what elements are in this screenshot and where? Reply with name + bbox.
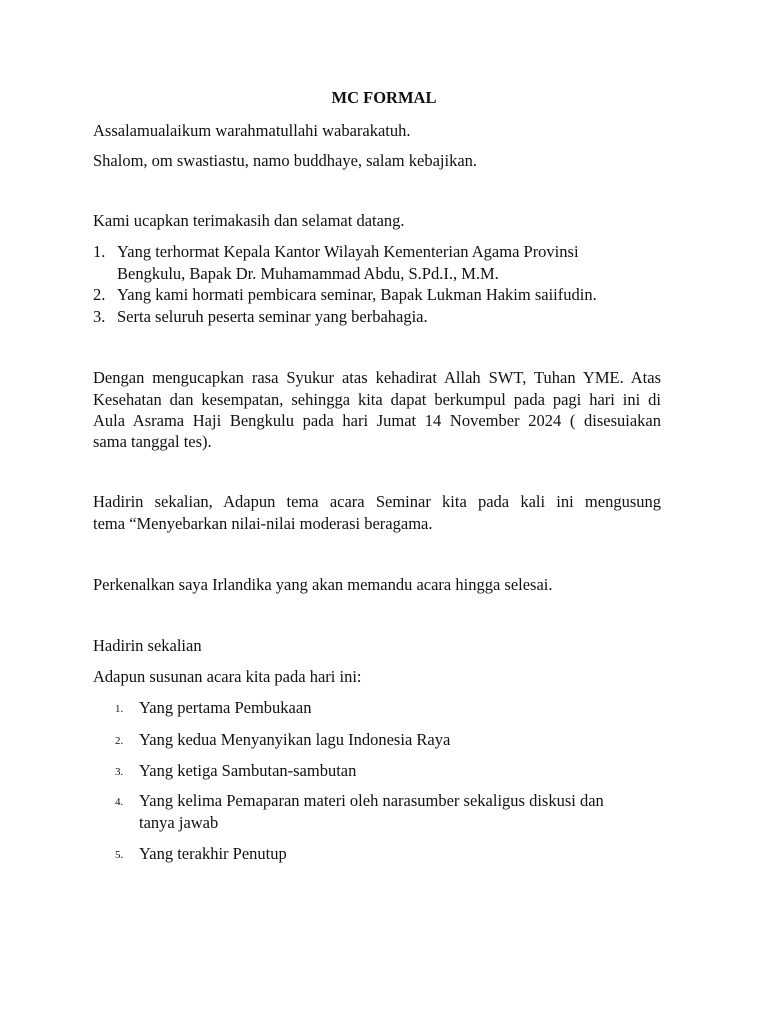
welcome-list-text-continued: Bengkulu, Bapak Dr. Muhamammad Abdu, S.Pd.I., M.M. [117, 264, 499, 283]
paragraph-line: sama tanggal tes). [93, 432, 212, 451]
agenda-list-text: Yang terakhir Penutup [139, 844, 287, 863]
welcome-list-number: 1. [93, 242, 106, 261]
welcome-list-text: Yang terhormat Kepala Kantor Wilayah Kementerian Agama Provinsi [117, 242, 579, 261]
agenda-list-text-continued: tanya jawab [139, 813, 219, 832]
welcome-list-text: Serta seluruh peserta seminar yang berbahagia. [117, 307, 428, 326]
paragraph-line: Aula Asrama Haji Bengkulu pada hari Jumat 14 November 2024 ( disesuiakan [93, 411, 661, 430]
greeting-islamic: Assalamualaikum warahmatullahi wabarakatuh. [93, 121, 411, 140]
agenda-list-number: 2. [115, 735, 124, 747]
welcome-intro: Kami ucapkan terimakasih dan selamat datang. [93, 211, 405, 230]
agenda-intro: Adapun susunan acara kita pada hari ini: [93, 667, 362, 686]
agenda-list-number: 3. [115, 766, 124, 778]
agenda-list-number: 5. [115, 849, 124, 861]
agenda-list-number: 4. [115, 796, 124, 808]
page-title: MC FORMAL [331, 88, 437, 107]
paragraph-line: Dengan mengucapkan rasa Syukur atas kehadirat Allah SWT, Tuhan YME. Atas [93, 368, 661, 387]
agenda-list-text: Yang kelima Pemaparan materi oleh narasumber sekaligus diskusi dan [139, 791, 604, 810]
agenda-list-text: Yang ketiga Sambutan-sambutan [139, 761, 357, 780]
paragraph-line: Kesehatan dan kesempatan, sehingga kita dapat berkumpul pada pagi hari ini di [93, 390, 661, 409]
agenda-list-number: 1. [115, 703, 124, 715]
paragraph-line: tema “Menyebarkan nilai-nilai moderasi beragama. [93, 514, 433, 533]
mc-introduction: Perkenalkan saya Irlandika yang akan memandu acara hingga selesai. [93, 575, 553, 594]
welcome-list-number: 3. [93, 307, 106, 326]
welcome-list-text: Yang kami hormati pembicara seminar, Bapak Lukman Hakim saiifudin. [117, 285, 597, 304]
paragraph-line: Hadirin sekalian, Adapun tema acara Seminar kita pada kali ini mengusung [93, 492, 661, 511]
agenda-list-text: Yang kedua Menyanyikan lagu Indonesia Raya [139, 730, 451, 749]
audience-address: Hadirin sekalian [93, 636, 202, 655]
welcome-list-number: 2. [93, 285, 106, 304]
agenda-list-text: Yang pertama Pembukaan [139, 698, 312, 717]
greeting-interfaith: Shalom, om swastiastu, namo buddhaye, salam kebajikan. [93, 151, 478, 170]
